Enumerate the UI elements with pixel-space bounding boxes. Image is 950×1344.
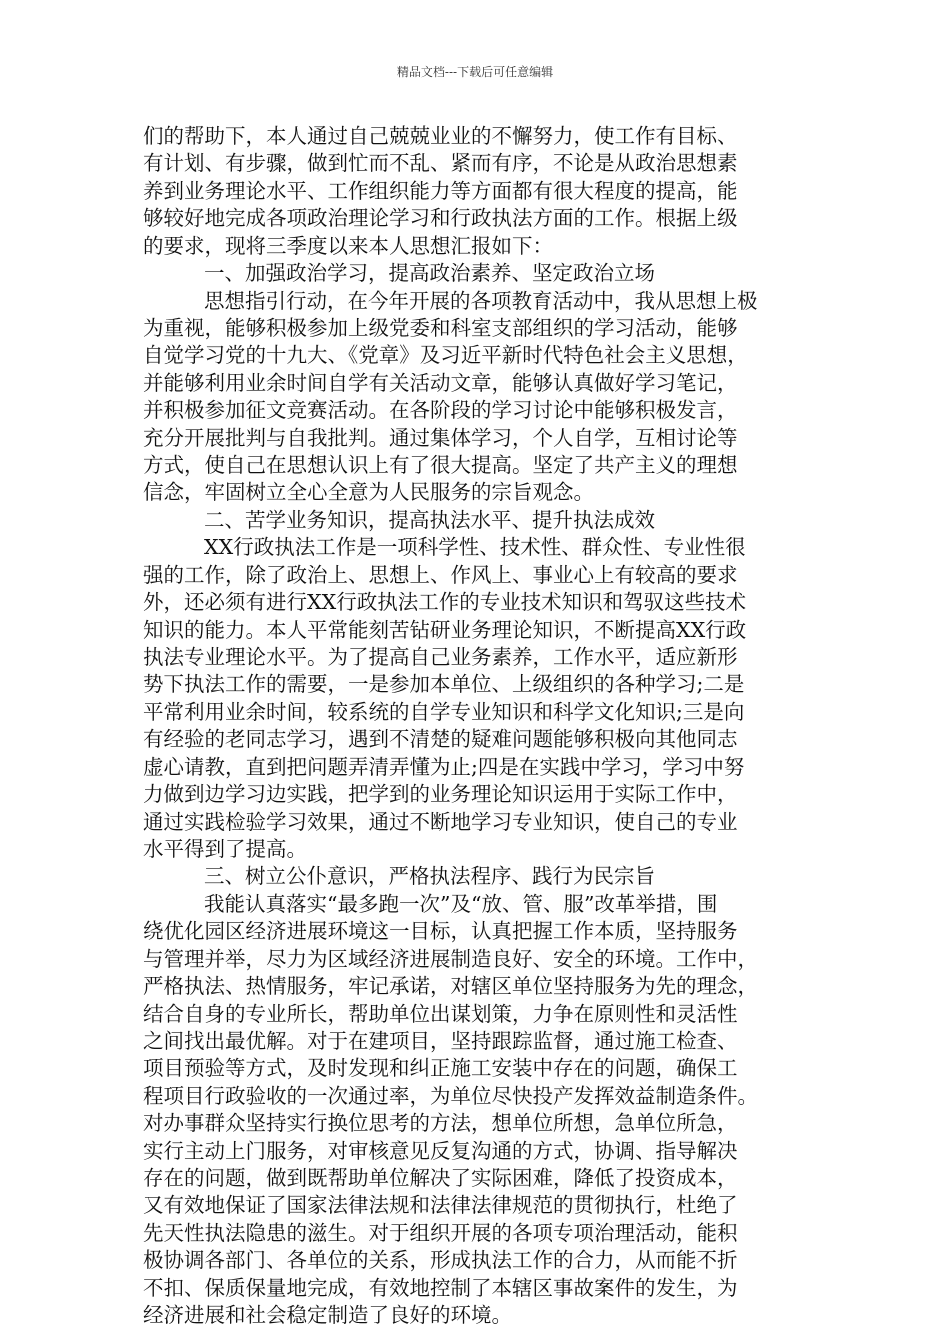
text-line: 对办事群众坚持实行换位思考的方法，想单位所想，急单位所急， bbox=[143, 1111, 738, 1136]
text-line: 又有效地保证了国家法律法规和法律法律规范的贯彻执行，杜绝了 bbox=[143, 1193, 738, 1218]
text-line: 经济进展和社会稳定制造了良好的环境。 bbox=[143, 1303, 512, 1328]
text-line: 为重视，能够积极参加上级党委和科室支部组织的学习活动，能够 bbox=[143, 315, 738, 340]
text-line: 自觉学习党的十九大、《党章》及习近平新时代特色社会主义思想， bbox=[143, 343, 748, 368]
text-line: 够较好地完成各项政治理论学习和行政执法方面的工作。根据上级 bbox=[143, 206, 738, 231]
paragraph-first-line: 我能认真落实“最多跑一次”及“放、管、服”改革举措，围 bbox=[204, 891, 718, 916]
paragraph-first-line: 三、树立公仆意识，严格执法程序、践行为民宗旨 bbox=[204, 864, 655, 889]
text-line: 平常利用业余时间，较系统的自学专业知识和科学文化知识;三是向 bbox=[143, 699, 745, 724]
text-line: 不扣、保质保量地完成，有效地控制了本辖区事故案件的发生，为 bbox=[143, 1275, 738, 1300]
text-line: 外，还必须有进行XX行政执法工作的专业技术知识和驾驭这些技术 bbox=[143, 590, 747, 615]
text-line: 项目预验等方式，及时发现和纠正施工安装中存在的问题，确保工 bbox=[143, 1056, 738, 1081]
text-line: 并积极参加征文竞赛活动。在各阶段的学习讨论中能够积极发言， bbox=[143, 398, 738, 423]
paragraph-first-line: 思想指引行动，在今年开展的各项教育活动中，我从思想上极 bbox=[204, 288, 758, 313]
text-line: 的要求，现将三季度以来本人思想汇报如下： bbox=[143, 233, 553, 258]
text-line: 与管理并举，尽力为区域经济进展制造良好、安全的环境。工作中， bbox=[143, 946, 758, 971]
text-line: 结合自身的专业所长，帮助单位出谋划策，力争在原则性和灵活性 bbox=[143, 1001, 738, 1026]
text-line: 水平得到了提高。 bbox=[143, 836, 307, 861]
document-body bbox=[143, 123, 833, 1330]
text-line: 先天性执法隐患的滋生。对于组织开展的各项专项治理活动，能积 bbox=[143, 1220, 738, 1245]
text-line: 实行主动上门服务，对审核意见反复沟通的方式，协调、指导解决 bbox=[143, 1138, 738, 1163]
page-header: 精品文档---下载后可任意编辑 bbox=[396, 65, 554, 79]
text-line: 充分开展批判与自我批判。通过集体学习，个人自学，互相讨论等 bbox=[143, 425, 738, 450]
text-line: 有经验的老同志学习，遇到不清楚的疑难问题能够积极向其他同志 bbox=[143, 727, 738, 752]
text-line: 通过实践检验学习效果，通过不断地学习专业知识，使自己的专业 bbox=[143, 809, 738, 834]
text-line: 方式，使自己在思想认识上有了很大提高。坚定了共产主义的理想 bbox=[143, 453, 738, 478]
text-line: 执法专业理论水平。为了提高自己业务素养，工作水平，适应新形 bbox=[143, 645, 738, 670]
text-line: 并能够利用业余时间自学有关活动文章，能够认真做好学习笔记， bbox=[143, 370, 738, 395]
text-line: 力做到边学习边实践，把学到的业务理论知识运用于实际工作中， bbox=[143, 782, 738, 807]
text-line: 养到业务理论水平、工作组织能力等方面都有很大程度的提高，能 bbox=[143, 178, 738, 203]
paragraph-first-line: XX行政执法工作是一项科学性、技术性、群众性、专业性很 bbox=[204, 535, 746, 560]
text-line: 有计划、有步骤，做到忙而不乱、紧而有序，不论是从政治思想素 bbox=[143, 151, 738, 176]
text-line: 绕优化园区经济进展环境这一目标，认真把握工作本质，坚持服务 bbox=[143, 919, 738, 944]
text-line: 信念，牢固树立全心全意为人民服务的宗旨观念。 bbox=[143, 480, 594, 505]
paragraph-first-line: 一、加强政治学习，提高政治素养、坚定政治立场 bbox=[204, 261, 655, 286]
text-line: 们的帮助下，本人通过自己兢兢业业的不懈努力，使工作有目标、 bbox=[143, 124, 738, 148]
text-line: 严格执法、热情服务，牢记承诺，对辖区单位坚持服务为先的理念， bbox=[143, 974, 758, 999]
text-line: 势下执法工作的需要，一是参加本单位、上级组织的各种学习;二是 bbox=[143, 672, 745, 697]
paragraph-first-line: 二、苦学业务知识，提高执法水平、提升执法成效 bbox=[204, 507, 655, 532]
text-line: 程项目行政验收的一次通过率，为单位尽快投产发挥效益制造条件。 bbox=[143, 1083, 758, 1108]
text-line: 强的工作，除了政治上、思想上、作风上、事业心上有较高的要求 bbox=[143, 562, 738, 587]
text-line: 知识的能力。本人平常能刻苦钻研业务理论知识，不断提高XX行政 bbox=[143, 617, 747, 642]
text-line: 存在的问题，做到既帮助单位解决了实际困难，降低了投资成本， bbox=[143, 1166, 738, 1191]
text-line: 之间找出最优解。对于在建项目，坚持跟踪监督，通过施工检查、 bbox=[143, 1028, 738, 1053]
text-line: 虚心请教，直到把问题弄清弄懂为止;四是在实践中学习，学习中努 bbox=[143, 754, 745, 779]
text-line: 极协调各部门、各单位的关系，形成执法工作的合力，从而能不折 bbox=[143, 1248, 738, 1273]
